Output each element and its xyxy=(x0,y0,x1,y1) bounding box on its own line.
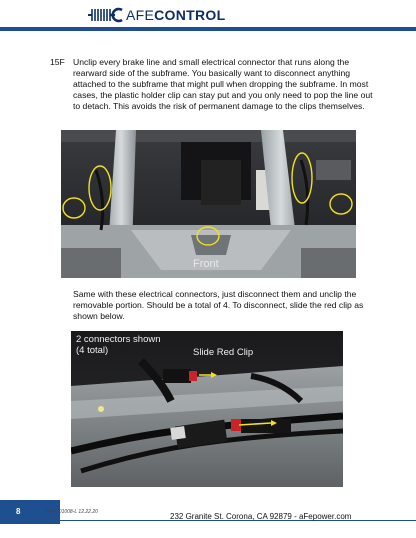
header-bar xyxy=(0,27,416,31)
brand-name: AFECONTROL xyxy=(126,7,226,23)
step-instructions: Unclip every brake line and small electrical connector that runs along the rearward side of the subframe. You basically want to disconnect anything attached to the subframe that might pull when dropping the subframe. In most cases, the plastic holder clip can stay put and you only need to pop the line out to detach. This avoids the risk of permanent damage to the clips themselves. xyxy=(73,57,373,111)
page-header xyxy=(0,0,416,34)
document-code: 440-401008-L 12.22.20 xyxy=(46,509,98,515)
photo-label-slide-red-clip: Slide Red Clip xyxy=(193,347,254,358)
photo-label-front: Front xyxy=(193,258,219,270)
spring-logo-icon xyxy=(88,7,124,23)
connector-photo xyxy=(71,331,343,487)
photo-label-connectors-line2: (4 total) xyxy=(76,345,109,356)
subframe-photo-illustration xyxy=(61,130,356,278)
company-address: 232 Granite St. Corona, CA 92879 - aFepower.com xyxy=(170,512,352,521)
connector-instructions: Same with these electrical connectors, just disconnect them and unclip the removable portion. Should be a total of 4. To disconnect, slide the red clip as shown below. xyxy=(73,289,364,321)
step-number: 15F xyxy=(50,57,65,67)
brand-logo xyxy=(88,6,225,24)
page-number: 8 xyxy=(16,507,21,516)
photo-label-connectors-line1: 2 connectors shown xyxy=(76,334,161,345)
photo-label-connectors xyxy=(76,334,161,356)
subframe-photo xyxy=(61,130,356,278)
